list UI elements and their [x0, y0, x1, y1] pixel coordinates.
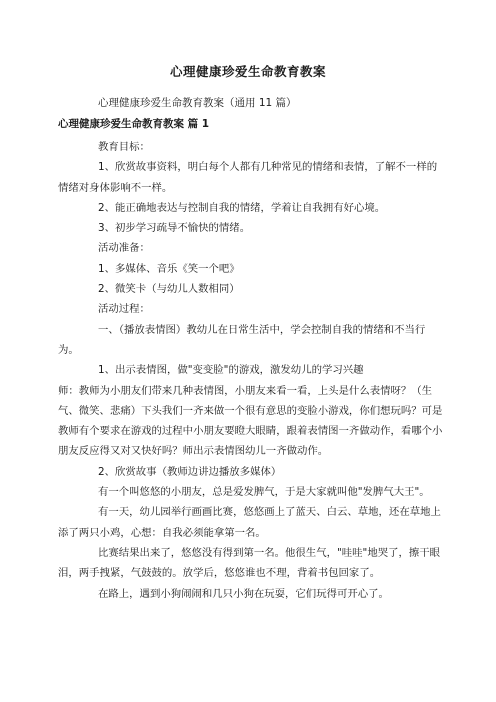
paragraph: 在路上，遇到小狗闹闹和几只小狗在玩耍，它们玩得可开心了。 — [98, 587, 389, 600]
paragraph: 活动过程： — [98, 303, 150, 316]
paragraph: 1、欣赏故事资料，明白每个人都有几种常见的情绪和表情，了解不一样的情绪对身体影响不一样。 — [58, 161, 438, 194]
paragraph: 3、初步学习疏导不愉快的情绪。 — [98, 222, 251, 235]
paragraph: 活动准备： — [98, 242, 150, 255]
paragraph: 师：教师为小朋友们带来几种表情图，小朋友来看一看，上头是什么表情呀？（生气、微笑、悲痛）下头我们一齐来做一个很有意思的变脸小游戏，你们想玩吗？可是教师有个要求在游戏的过程中小朋友要瞪大眼睛，跟着表情图一齐做动作，看哪个小朋友反应得又对又快好吗？师出示表情图幼儿一齐做动作。 — [58, 384, 443, 458]
paragraph: 有一天，幼儿园举行画画比赛，悠悠画上了蓝天、白云、草地，还在草地上添了两只小鸡，心想：自我必须能拿第一名。 — [58, 506, 441, 539]
paragraph: 一、（播放表情图）教幼儿在日常生活中，学会控制自我的情绪和不当行为。 — [58, 323, 426, 356]
paragraph: 2、微笑卡（与幼儿人数相同） — [98, 283, 240, 296]
document-subtitle: 心理健康珍爱生命教育教案（通用 11 篇） — [98, 97, 297, 109]
section-heading: 心理健康珍爱生命教育教案 篇 1 — [58, 118, 210, 130]
paragraph: 2、欣赏故事（教师边讲边播放多媒体） — [98, 465, 282, 478]
document-body — [58, 137, 444, 604]
paragraph: 1、出示表情图，做"变变脸"的游戏，激发幼儿的学习兴趣 — [98, 364, 364, 377]
document-title: 心理健康珍爱生命教育教案 — [169, 64, 326, 79]
paragraph: 有一个叫悠悠的小朋友，总是爱发脾气，于是大家就叫他"发脾气大王"。 — [98, 486, 430, 499]
paragraph: 1、多媒体、音乐《笑一个吧》 — [98, 262, 240, 275]
paragraph: 教育目标： — [98, 141, 150, 153]
paragraph: 2、能正确地表达与控制自我的情绪，学着让自我拥有好心境。 — [98, 201, 386, 214]
paragraph: 比赛结果出来了，悠悠没有得到第一名。他很生气，"哇哇"地哭了，擦干眼泪，两手拽紧，气鼓鼓的。放学后，悠悠谁也不理，背着书包回家了。 — [58, 546, 441, 580]
